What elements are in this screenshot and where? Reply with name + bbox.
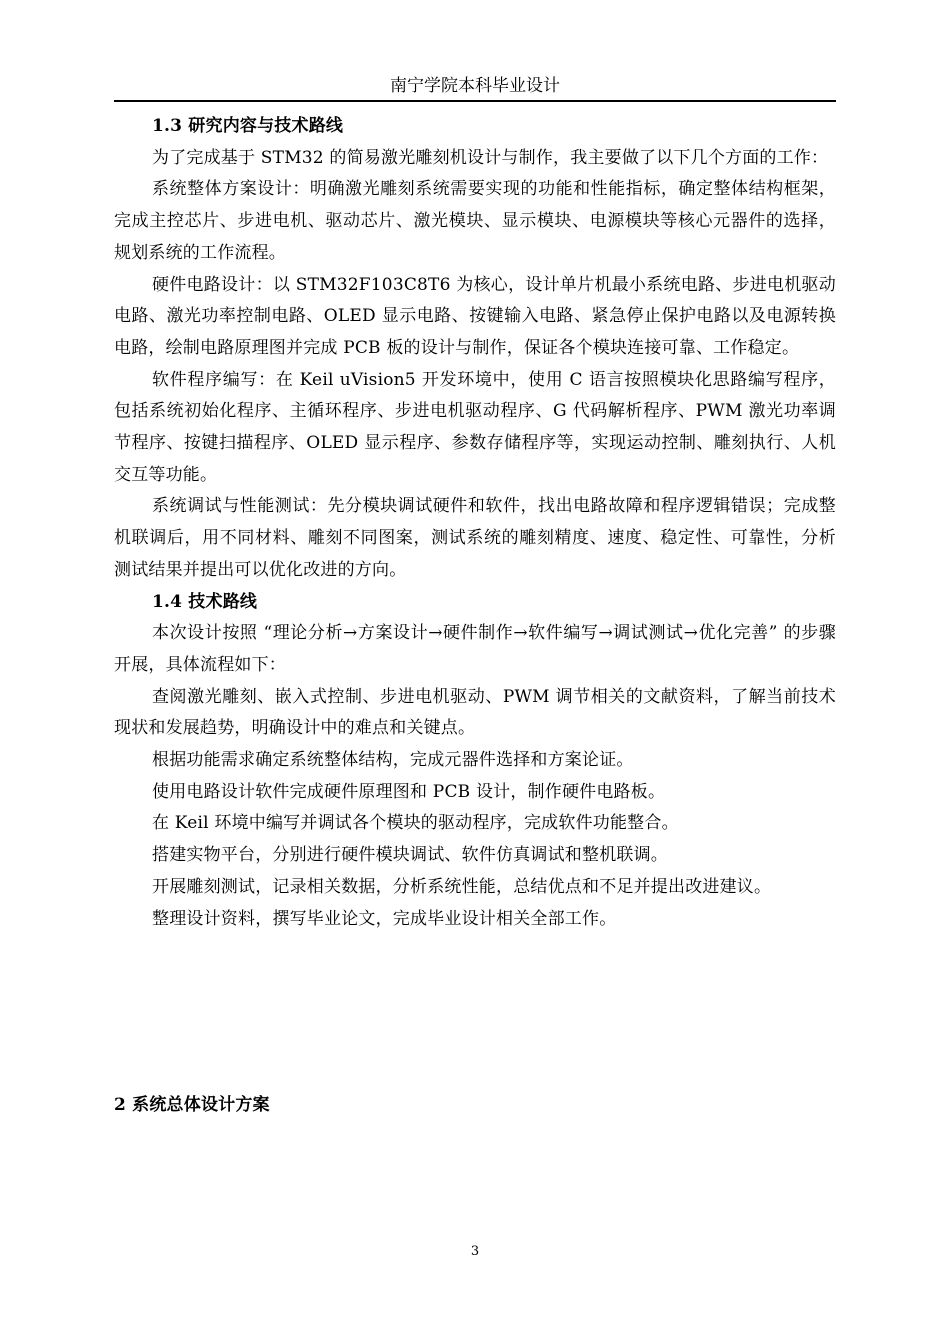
section-2-heading: 2 系统总体设计方案: [114, 1095, 270, 1116]
paragraph: 软件程序编写：在 Keil uVision5 开发环境中，使用 C 语言按照模块化思路编写程序，包括系统初始化程序、主循环程序、步进电机驱动程序、G 代码解析程序、PWM 激光功率调节程序、按键扫描程序、OLED 显示程序、参数存储程序等，实现运动控制、雕刻执行、人机交互等功能。: [114, 369, 836, 485]
paragraph: 为了完成基于 STM32 的简易激光雕刻机设计与制作，我主要做了以下几个方面的工作：: [152, 147, 829, 168]
list-item: 根据功能需求确定系统整体结构，完成元器件选择和方案论证。: [152, 750, 634, 771]
list-item: 使用电路设计软件完成硬件原理图和 PCB 设计，制作硬件电路板。: [152, 781, 666, 802]
blank-space: [114, 935, 836, 1090]
list-item: 查阅激光雕刻、嵌入式控制、步进电机驱动、PWM 调节相关的文献资料，了解当前技术现状和发展趋势，明确设计中的难点和关键点。: [114, 686, 836, 739]
section-1-4-heading: 1.4 技术路线: [152, 591, 258, 612]
list-item: 整理设计资料，撰写毕业论文，完成毕业设计相关全部工作。: [152, 908, 617, 929]
paragraph: 系统调试与性能测试：先分模块调试硬件和软件，找出电路故障和程序逻辑错误；完成整机联调后，用不同材料、雕刻不同图案，测试系统的雕刻精度、速度、稳定性、可靠性，分析测试结果并提出可以优化改进的方向。: [114, 496, 836, 580]
page-number: 3: [470, 1244, 480, 1259]
body-content: [114, 111, 836, 1122]
list-item: 在 Keil 环境中编写并调试各个模块的驱动程序，完成软件功能整合。: [152, 813, 679, 834]
list-item: 开展雕刻测试，记录相关数据，分析系统性能，总结优点和不足并提出改进建议。: [152, 876, 772, 897]
list-item: 搭建实物平台，分别进行硬件模块调试、软件仿真调试和整机联调。: [152, 845, 668, 866]
section-1-3-heading: 1.3 研究内容与技术路线: [152, 116, 344, 136]
paragraph: 硬件电路设计：以 STM32F103C8T6 为核心，设计单片机最小系统电路、步进电机驱动电路、激光功率控制电路、OLED 显示电路、按键输入电路、紧急停止保护电路以及电源转换电路，绘制电路原理图并完成 PCB 板的设计与制作，保证各个模块连接可靠、工作稳定。: [114, 274, 836, 358]
page-header: 南宁学院本科毕业设计: [390, 76, 560, 96]
header-divider: [114, 100, 836, 102]
paragraph: 系统整体方案设计：明确激光雕刻系统需要实现的功能和性能指标，确定整体结构框架，完成主控芯片、步进电机、驱动芯片、激光模块、显示模块、电源模块等核心元器件的选择，规划系统的工作流程。: [114, 179, 836, 263]
paragraph: 本次设计按照 “理论分析→方案设计→硬件制作→软件编写→调试测试→优化完善” 的步骤开展，具体流程如下：: [114, 623, 836, 675]
